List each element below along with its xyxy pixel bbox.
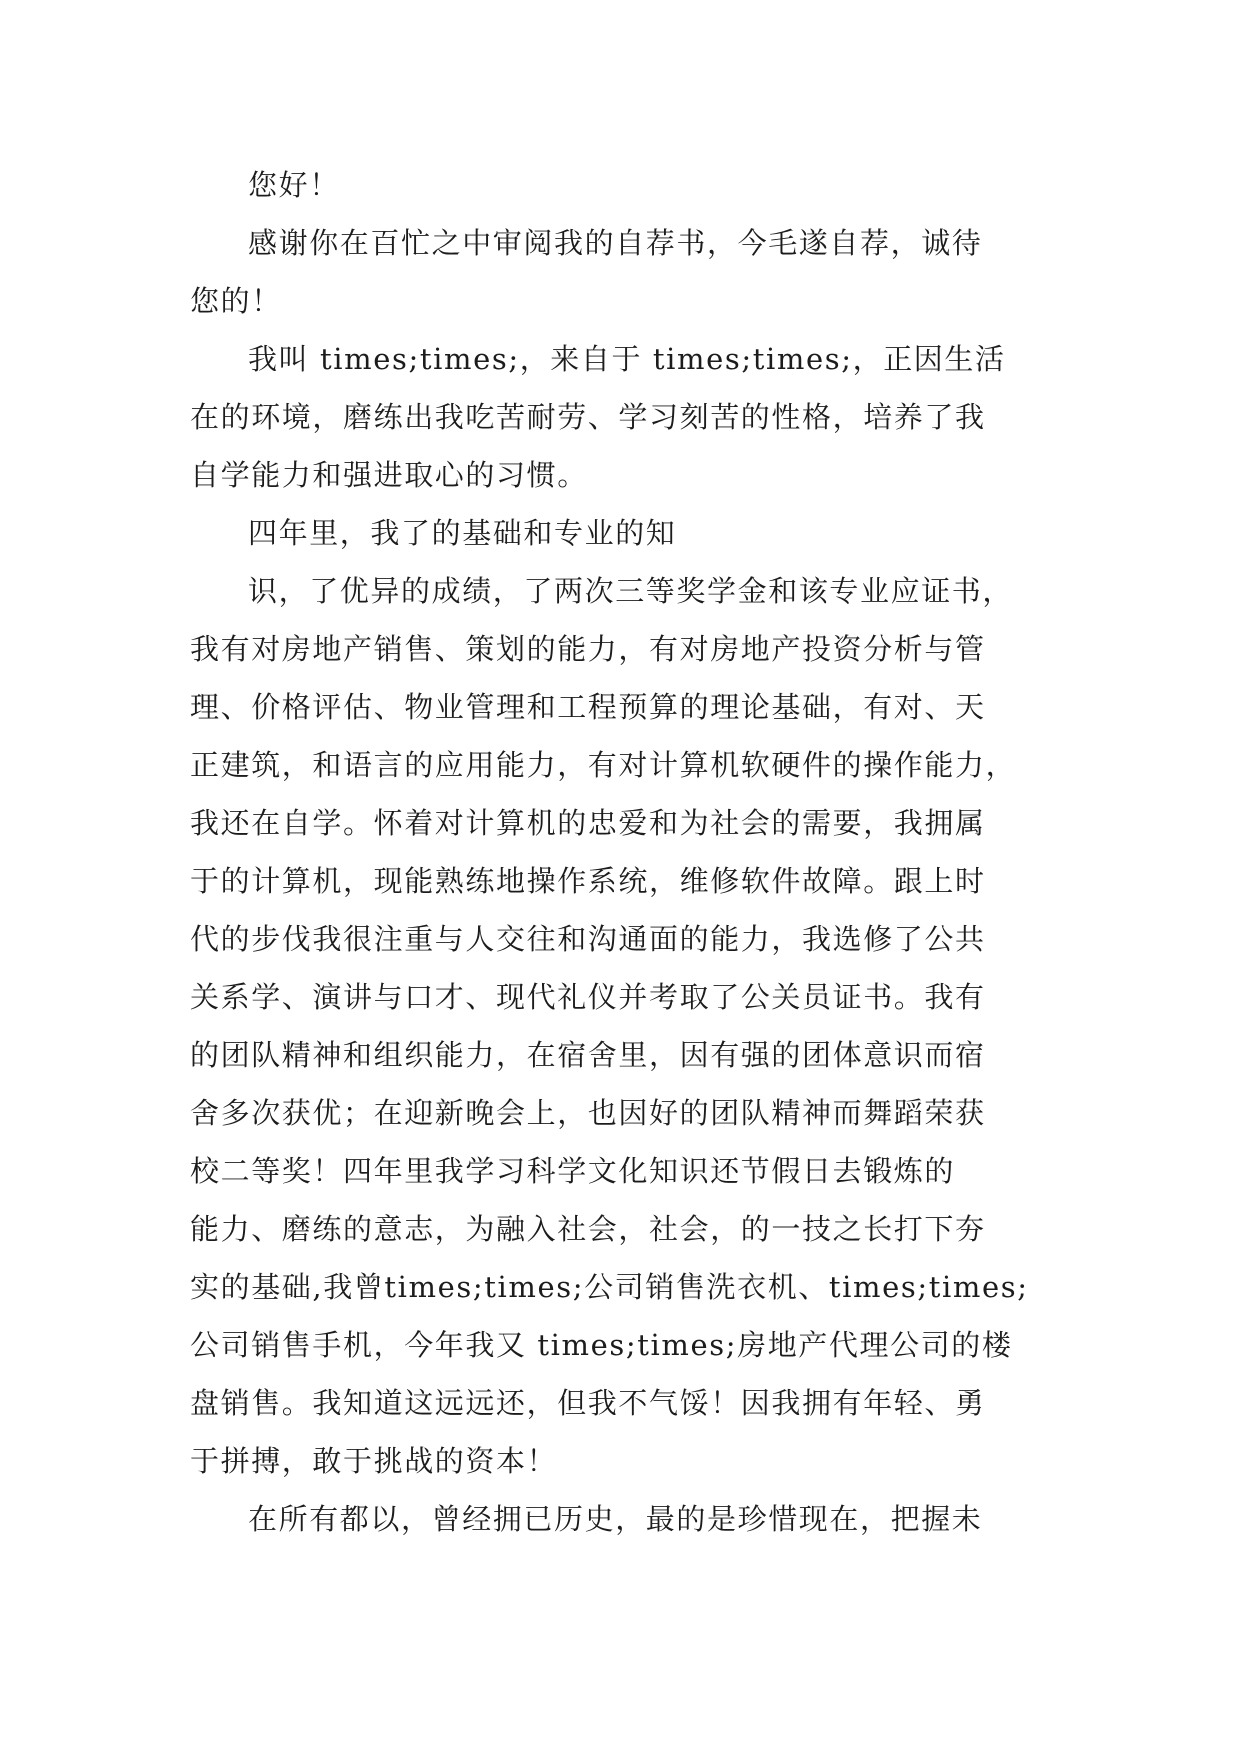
text-line: 能力、磨练的意志，为融入社会，社会，的一技之长打下夯	[190, 1212, 986, 1246]
paragraph-closing	[190, 1490, 1050, 1548]
text-line: 四年里，我了的基础和专业的知	[248, 516, 677, 550]
text-line: 的团队精神和组织能力，在宿舍里，因有强的团体意识而宿	[190, 1038, 986, 1072]
text-line: 我还在自学。怀着对计算机的忠爱和为社会的需要，我拥属	[190, 806, 986, 840]
text-line: 您的！	[190, 284, 282, 318]
text-line: 我有对房地产销售、策划的能力，有对房地产投资分析与管	[190, 632, 986, 666]
paragraph-thanks	[190, 214, 1050, 330]
text-line: 关系学、演讲与口才、现代礼仪并考取了公关员证书。我有	[190, 980, 986, 1014]
text-line: 于拼搏，敢于挑战的资本！	[190, 1444, 558, 1478]
paragraph-greeting	[190, 156, 1050, 214]
text-line: 舍多次获优；在迎新晚会上，也因好的团队精神而舞蹈荣获	[190, 1096, 986, 1130]
letter-body	[190, 156, 1050, 1548]
text-line: 感谢你在百忙之中审阅我的自荐书，今毛遂自荐，诚待	[248, 226, 983, 260]
text-line: 于的计算机，现能熟练地操作系统，维修软件故障。跟上时	[190, 864, 986, 898]
paragraph-four-years-heading	[190, 504, 1050, 562]
text-line: 在的环境，磨练出我吃苦耐劳、学习刻苦的性格，培养了我	[190, 400, 986, 434]
text-line: 您好！	[248, 168, 340, 202]
text-line: 实的基础,我曾times;times;公司销售洗衣机、times;times;	[190, 1270, 1029, 1304]
text-line: 理、价格评估、物业管理和工程预算的理论基础，有对、天	[190, 690, 986, 724]
text-line: 我叫 times;times;，来自于 times;times;，正因生活	[248, 342, 1006, 376]
text-line: 公司销售手机，今年我又 times;times;房地产代理公司的楼	[190, 1328, 1013, 1362]
text-line: 校二等奖！四年里我学习科学文化知识还节假日去锻炼的	[190, 1154, 956, 1188]
text-line: 盘销售。我知道这远远还，但我不气馁！因我拥有年轻、勇	[190, 1386, 986, 1420]
text-line: 代的步伐我很注重与人交往和沟通面的能力，我选修了公共	[190, 922, 986, 956]
text-line: 正建筑，和语言的应用能力，有对计算机软硬件的操作能力，	[190, 748, 1017, 782]
text-line: 在所有都以，曾经拥已历史，最的是珍惜现在，把握未	[248, 1502, 983, 1536]
paragraph-introduction	[190, 330, 1050, 504]
text-line: 识，了优异的成绩，了两次三等奖学金和该专业应证书，	[248, 574, 1014, 608]
text-line: 自学能力和强进取心的习惯。	[190, 458, 588, 492]
paragraph-achievements	[190, 562, 1050, 1490]
